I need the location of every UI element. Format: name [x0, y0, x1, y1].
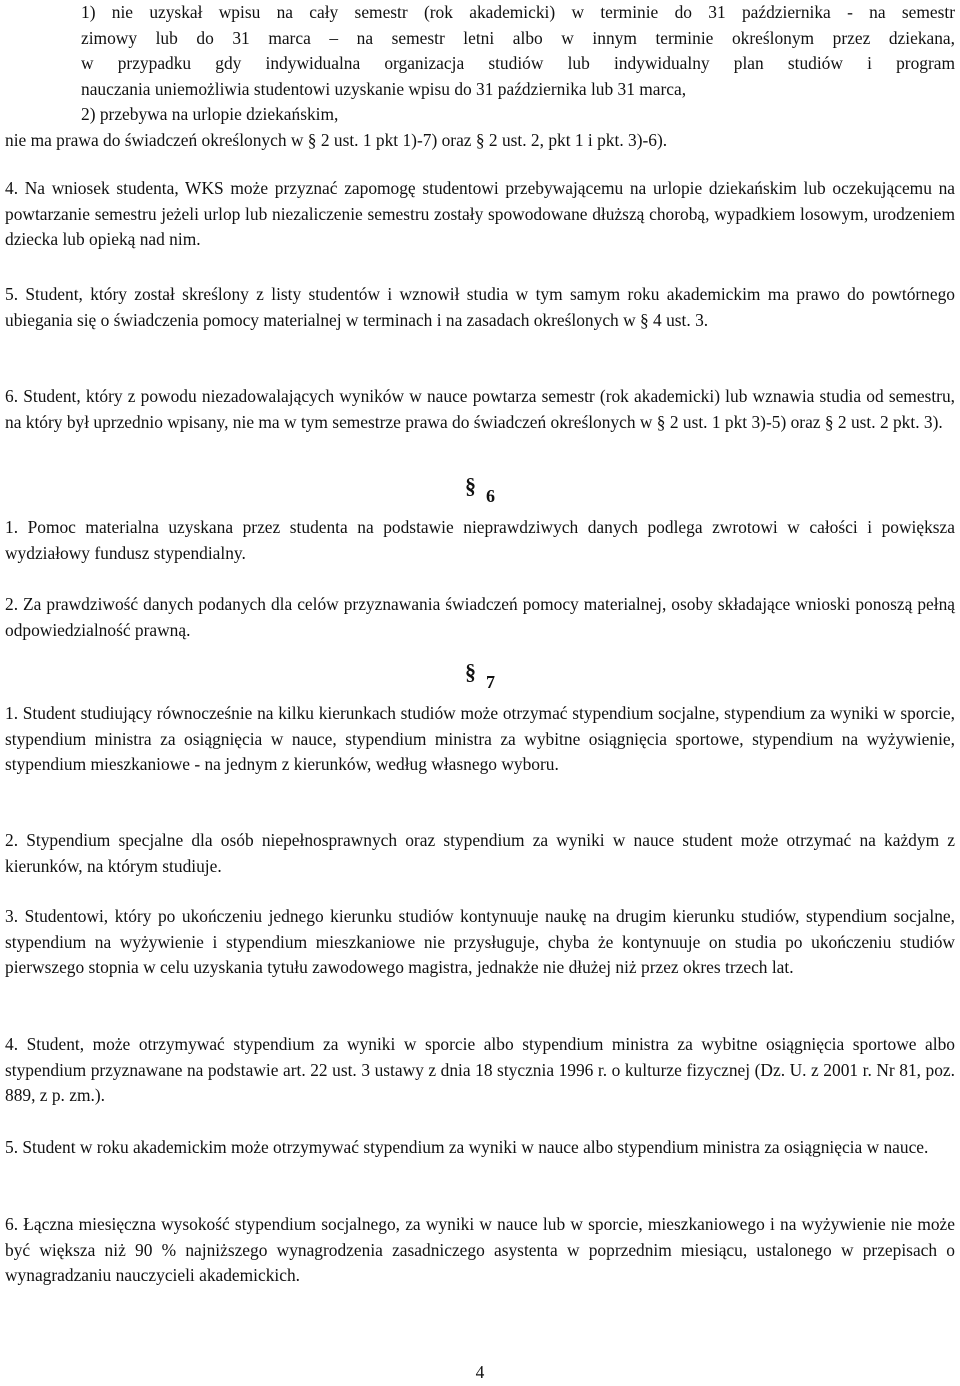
intro-continuation	[5, 0, 955, 154]
section-symbol: §	[465, 473, 476, 498]
section-7-paragraph-1: 1. Student studiujący równocześnie na kilku kierunkach studiów może otrzymać stypendium socjalne, stypendium za wyniki w sporcie, stypendium ministra za osiągnięcia w nauce, stypendium ministra za wybitne osiągnięcia sportowe, stypendium na wyżywienie, stypendium mieszkaniowe - na jednym z kierunków, według własnego wyboru.	[5, 703, 955, 775]
intro-line-1: 1) nie uzyskał wpisu na cały semestr (rok akademicki) w terminie do 31 października - na semestr	[81, 2, 955, 22]
paragraph-6: 6. Student, który z powodu niezadowalających wyników w nauce powtarza semestr (rok akademicki) lub wznawia studia od semestru, na który był uprzednio wpisany, nie ma w tym semestrze prawa do świadczeń określonych w § 2 ust. 1 pkt 3)-5) oraz § 2 ust. 2 pkt. 3).	[5, 386, 955, 432]
page-number: 4	[475, 1362, 485, 1382]
paragraph-5: 5. Student, który został skreślony z listy studentów i wznowił studia w tym samym roku akademickim ma prawo do powtórnego ubiegania się o świadczenia pomocy materialnej w terminach i na zasadach określonych w § 4 ust. 3.	[5, 284, 955, 330]
paragraph-4: 4. Na wniosek studenta, WKS może przyznać zapomogę studentowi przebywającemu na urlopie dziekańskim lub oczekującemu na powtarzanie semestru jeżeli urlop lub niezaliczenie semestru zostały spowodowane dłuższą chorobą, wypadkiem losowym, urodzeniem dziecka lub opieką nad nim.	[5, 178, 955, 250]
section-heading-6	[5, 473, 955, 510]
intro-line-3: w przypadku gdy indywidualna organizacja studiów lub indywidualny plan studiów i program	[81, 53, 955, 74]
section-heading-7	[5, 659, 955, 696]
section-number: 6	[486, 486, 495, 506]
section-7-paragraph-3: 3. Studentowi, który po ukończeniu jednego kierunku studiów kontynuuje naukę na drugim kierunku studiów, stypendium socjalne, stypendium na wyżywienie i stypendium mieszkaniowe nie przysługuje, chyba że kontynuuje on studia po ukończeniu studiów pierwszego stopnia w celu uzyskania tytułu zawodowego magistra, jednakże nie dłużej niż przez okres trzech lat.	[5, 906, 955, 978]
intro-line-6: nie ma prawa do świadczeń określonych w § 2 ust. 1 pkt 1)-7) oraz § 2 ust. 2, pkt 1 i pkt. 3)-6).	[5, 129, 668, 150]
section-7-paragraph-4: 4. Student, może otrzymywać stypendium za wyniki w sporcie albo stypendium ministra za wybitne osiągnięcia sportowe albo stypendium przyznawane na podstawie art. 22 ust. 3 ustawy z dnia 18 stycznia 1996 r. o kulturze fizycznej (Dz. U. z 2001 r. Nr 81, poz. 889, z p. zm.).	[5, 1034, 955, 1106]
intro-line-4: nauczania uniemożliwia studentowi uzyskanie wpisu do 31 października lub 31 marca,	[81, 78, 687, 99]
section-7-paragraph-2: 2. Stypendium specjalne dla osób niepełnosprawnych oraz stypendium za wyniki w nauce student może otrzymać na każdym z kierunków, na którym studiuje.	[5, 830, 955, 876]
section-6-paragraph-1: 1. Pomoc materialna uzyskana przez studenta na podstawie nieprawdziwych danych podlega zwrotowi w całości i powiększa wydziałowy fundusz stypendialny.	[5, 517, 955, 563]
document-page	[5, 0, 955, 1384]
section-symbol: §	[465, 659, 476, 684]
section-6-paragraph-2: 2. Za prawdziwość danych podanych dla celów przyznawania świadczeń pomocy materialnej, osoby składające wnioski ponoszą pełną odpowiedzialność prawną.	[5, 594, 955, 640]
intro-line-2: zimowy lub do 31 marca – na semestr letni albo w innym terminie określonym przez dziekana,	[81, 27, 955, 48]
section-7-paragraph-5: 5. Student w roku akademickim może otrzymywać stypendium za wyniki w nauce albo stypendium ministra za osiągnięcia w nauce.	[5, 1137, 929, 1157]
intro-line-5: 2) przebywa na urlopie dziekańskim,	[81, 104, 339, 125]
section-7-paragraph-6: 6. Łączna miesięczna wysokość stypendium socjalnego, za wyniki w nauce lub w sporcie, mieszkaniowego i na wyżywienie nie może być większa niż 90 % najniższego wynagrodzenia zasadniczego asystenta w poprzednim miesiącu, ustalonego w przepisach o wynagradzaniu nauczycieli akademickich.	[5, 1214, 955, 1286]
section-number: 7	[486, 672, 495, 692]
